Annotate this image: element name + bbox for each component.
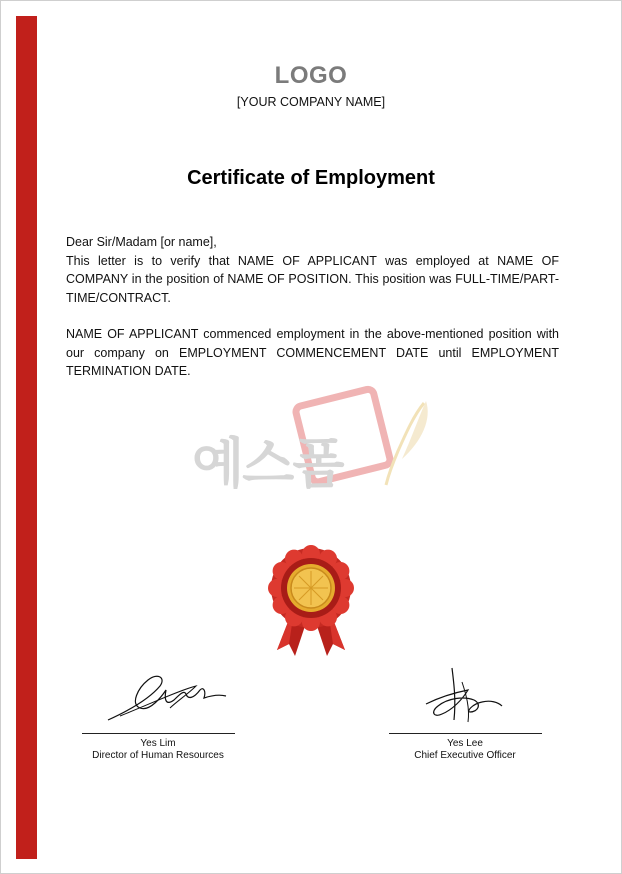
company-name: [YOUR COMPANY NAME] <box>236 95 386 109</box>
award-rosette-icon <box>265 544 357 660</box>
signature-line-left <box>82 733 235 734</box>
salutation: Dear Sir/Madam [or name], <box>66 235 217 249</box>
letter-body <box>66 233 559 381</box>
signature-right <box>412 660 572 730</box>
accent-bar <box>16 16 37 859</box>
signatory-role-right: Chief Executive Officer <box>414 750 516 761</box>
signatory-name-right: Yes Lee <box>447 738 483 749</box>
watermark <box>192 385 442 495</box>
signatory-name-left: Yes Lim <box>140 738 176 749</box>
paragraph-verification: This letter is to verify that NAME OF APPLICANT was employed at NAME OF COMPANY in the position of NAME OF POSITION. This position was FULL-TIME/PART-TIME/CONTRACT. <box>66 253 559 305</box>
signatory-role-left: Director of Human Resources <box>92 750 224 761</box>
document-title: Certificate of Employment <box>187 167 435 189</box>
signature-line-right <box>389 733 542 734</box>
watermark-text: 예스폼 <box>192 432 343 495</box>
company-logo: LOGO <box>274 62 348 89</box>
signature-left <box>100 660 260 730</box>
paragraph-employment-period: NAME OF APPLICANT commenced employment in the above-mentioned position with our company on EMPLOYMENT COMMENCEMENT DATE until EMPLOYMENT TERMINATION DATE. <box>66 327 559 378</box>
